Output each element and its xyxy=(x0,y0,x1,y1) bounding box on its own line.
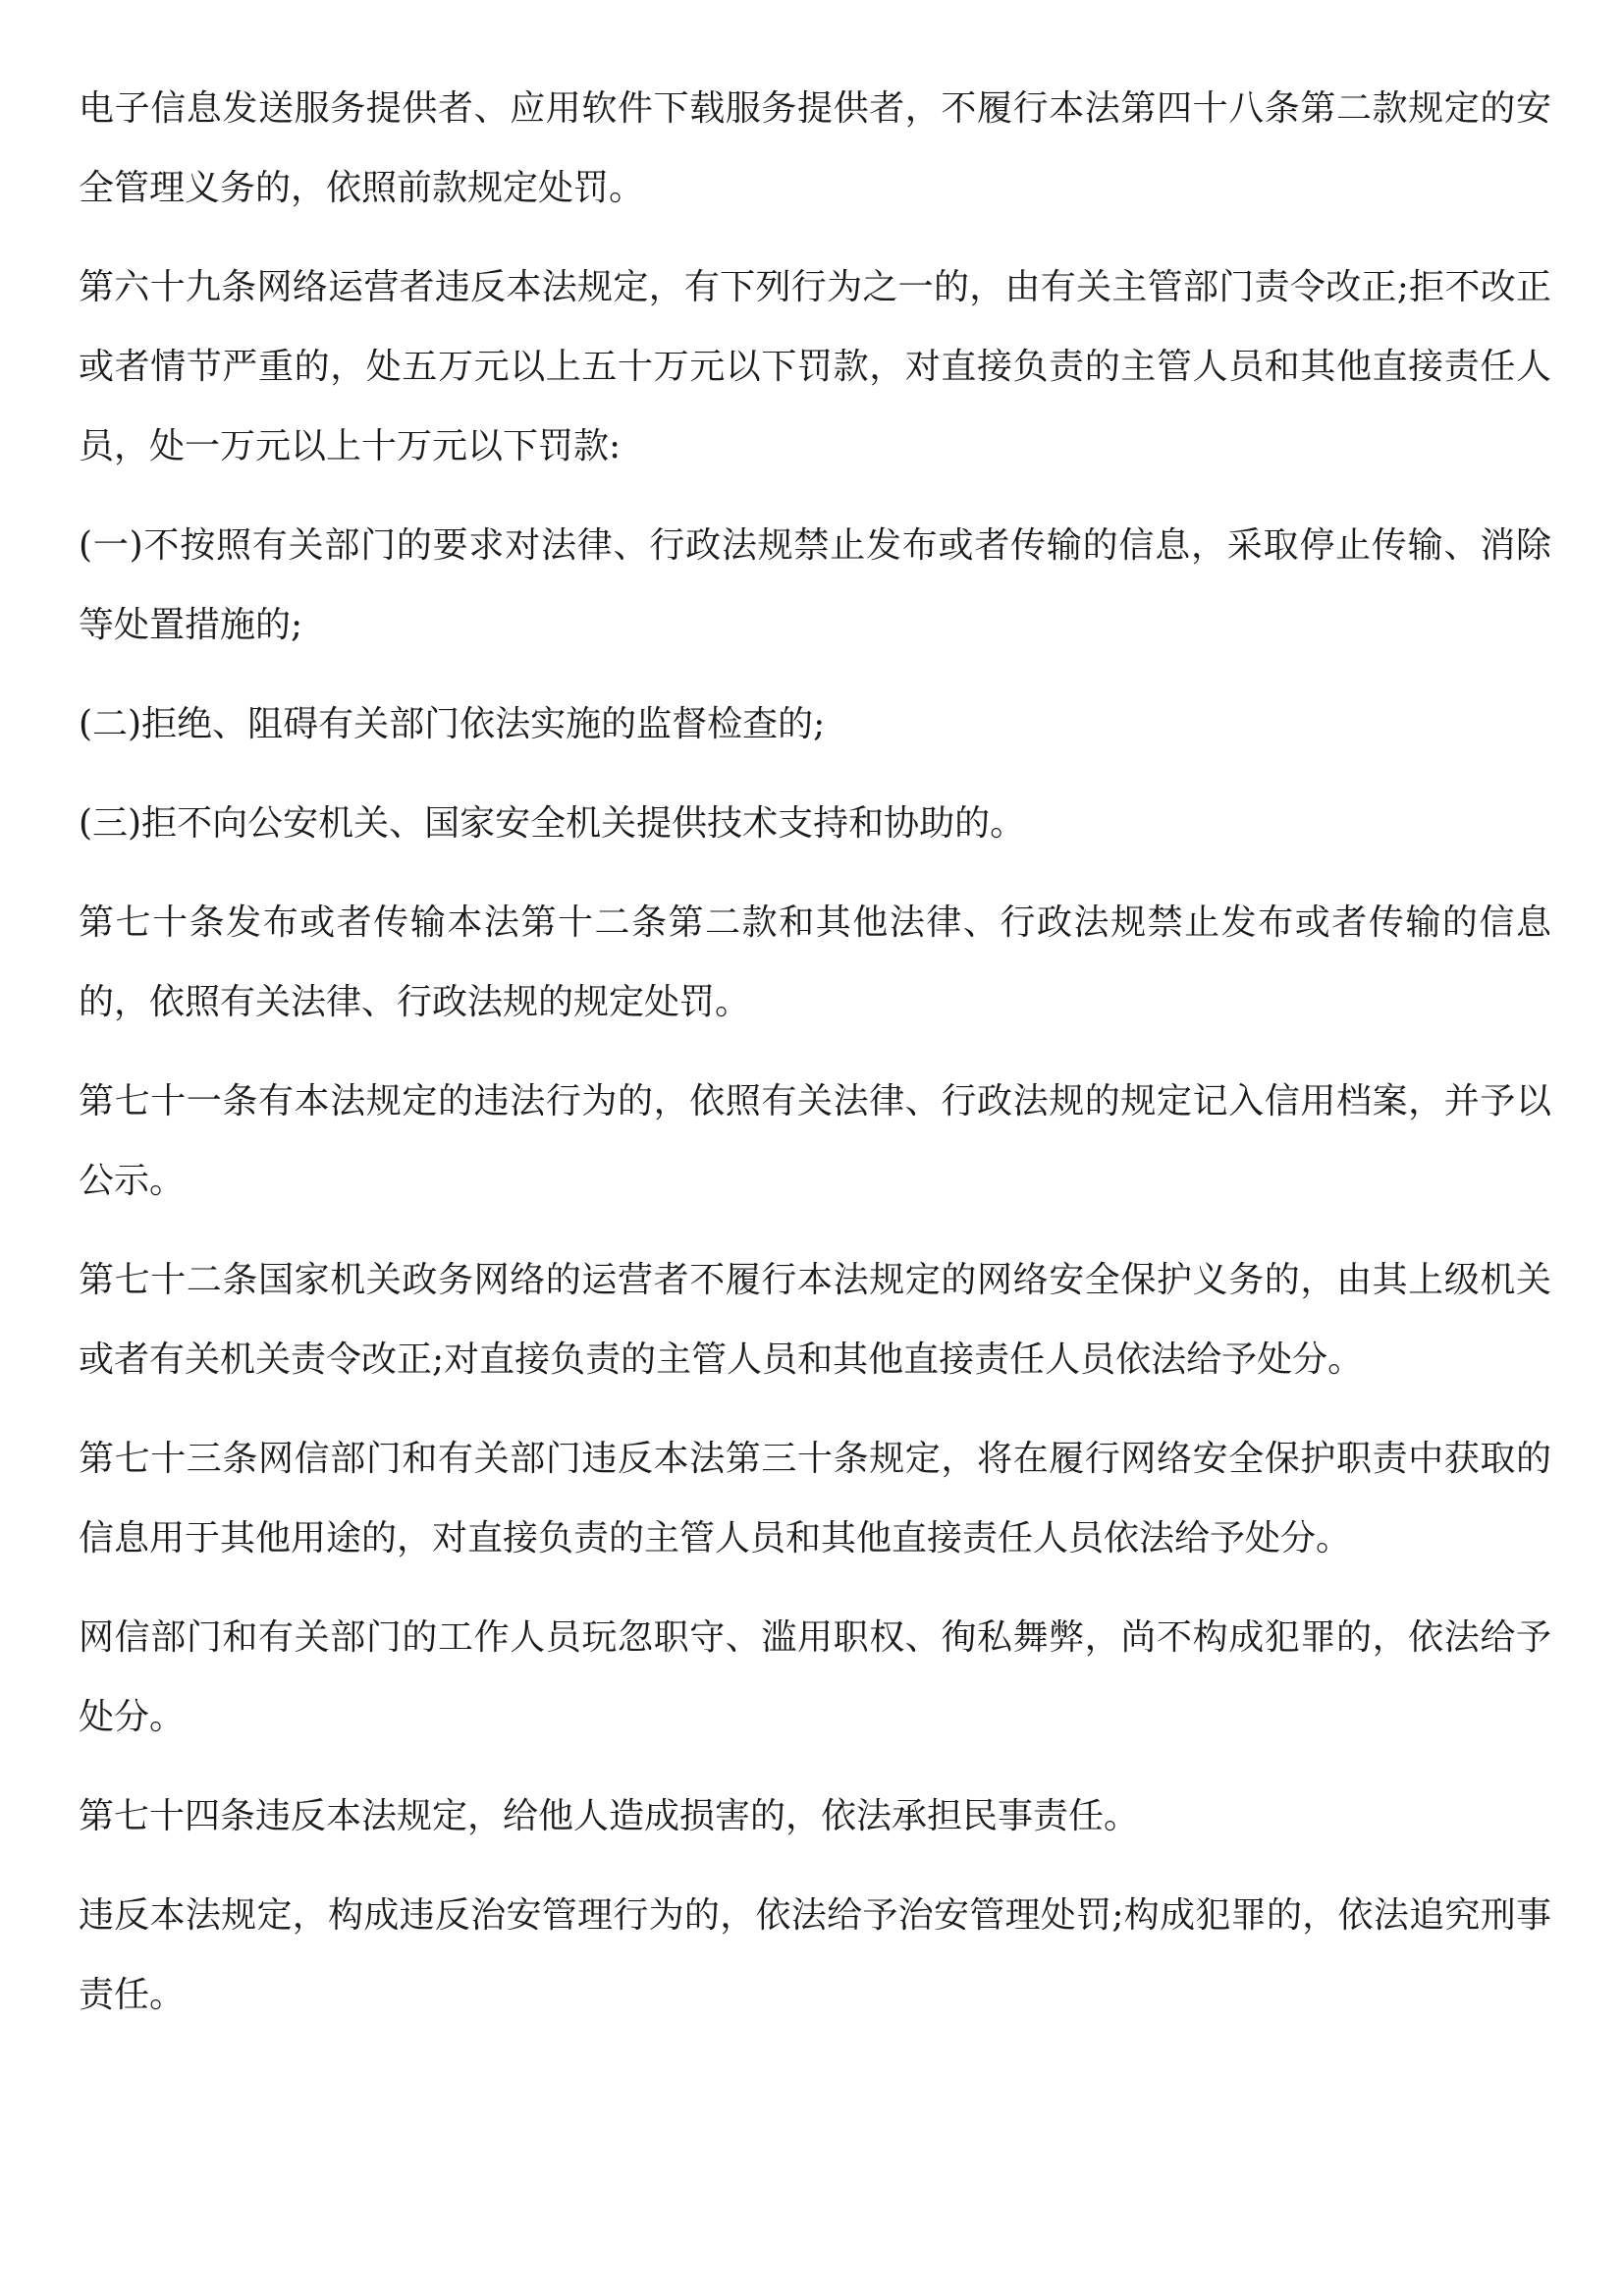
paragraph-item-3: (三)拒不向公安机关、国家安全机关提供技术支持和协助的。 xyxy=(79,803,1026,844)
paragraph-article-69: 第六十九条网络运营者违反本法规定，有下列行为之一的，由有关主管部门责令改正;拒不改正或者情节严重的，处五万元以上五十万元以下罚款，对直接负责的主管人员和其他直接责任人员，处一万元以上十万元以下罚款: xyxy=(79,267,1551,466)
paragraph-article-73-2: 网信部门和有关部门的工作人员玩忽职守、滥用职权、徇私舞弊，尚不构成犯罪的，依法给予处分。 xyxy=(79,1617,1551,1737)
paragraph-item-2: (二)拒绝、阻碍有关部门依法实施的监督检查的; xyxy=(79,704,826,744)
paragraph-article-74: 第七十四条违反本法规定，给他人造成损害的，依法承担民事责任。 xyxy=(79,1796,1140,1836)
paragraph-1: 电子信息发送服务提供者、应用软件下载服务提供者，不履行本法第四十八条第二款规定的安全管理义务的，依照前款规定处罚。 xyxy=(79,88,1551,208)
paragraph-article-73: 第七十三条网信部门和有关部门违反本法第三十条规定，将在履行网络安全保护职责中获取的信息用于其他用途的，对直接负责的主管人员和其他直接责任人员依法给予处分。 xyxy=(79,1439,1551,1558)
paragraph-article-71: 第七十一条有本法规定的违法行为的，依照有关法律、行政法规的规定记入信用档案，并予以公示。 xyxy=(79,1081,1551,1201)
document-page xyxy=(79,69,1551,2054)
paragraph-article-72: 第七十二条国家机关政务网络的运营者不履行本法规定的网络安全保护义务的，由其上级机关或者有关机关责令改正;对直接负责的主管人员和其他直接责任人员依法给予处分。 xyxy=(79,1260,1551,1380)
paragraph-item-1: (一)不按照有关部门的要求对法律、行政法规禁止发布或者传输的信息，采取停止传输、消除等处置措施的; xyxy=(79,525,1551,645)
paragraph-article-74-2: 违反本法规定，构成违反治安管理行为的，依法给予治安管理处罚;构成犯罪的，依法追究刑事责任。 xyxy=(79,1895,1551,2015)
paragraph-article-70: 第七十条发布或者传输本法第十二条第二款和其他法律、行政法规禁止发布或者传输的信息的，依照有关法律、行政法规的规定处罚。 xyxy=(79,902,1551,1022)
